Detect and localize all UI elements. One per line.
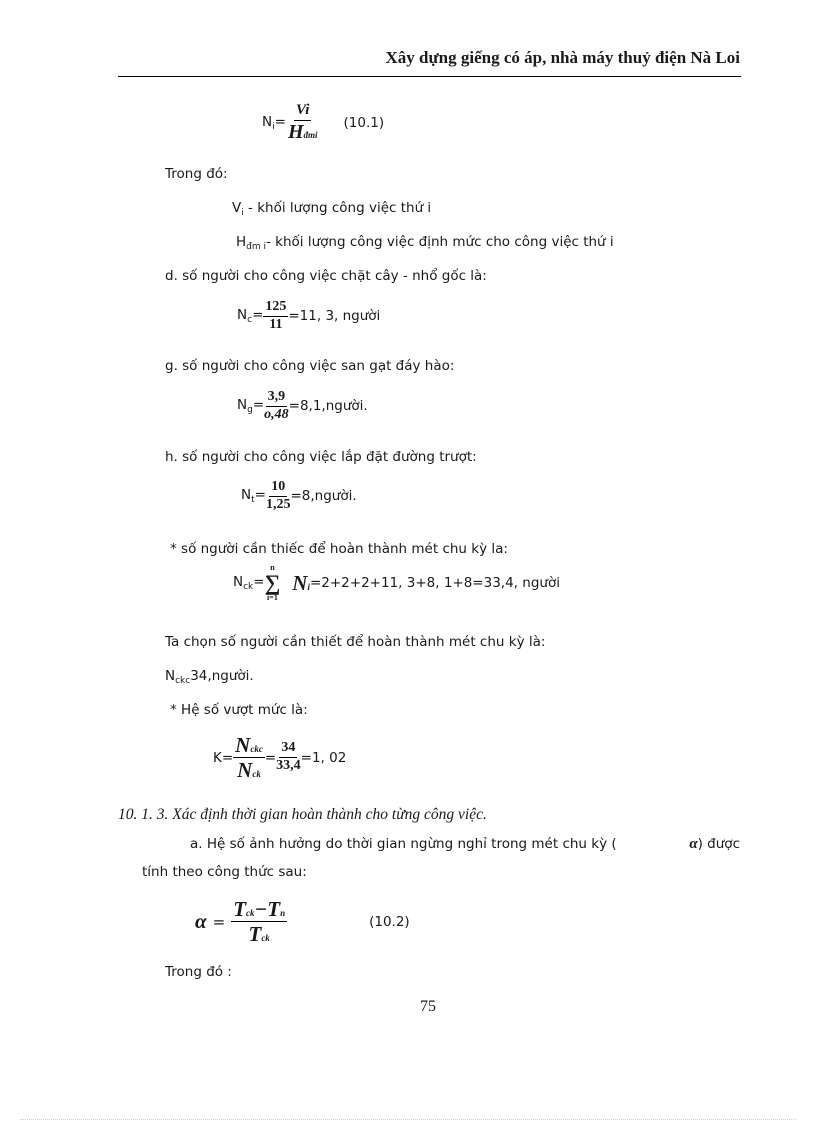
page-number: 75 <box>420 998 436 1015</box>
eq1-fraction: $\frac{Vi}{\text{Hđmi}}$ <box>287 102 318 143</box>
item-h: h. số người cho công việc lắp đặt đường trượt: <box>165 449 477 465</box>
choose-text: Ta chọn số người cần thiết để hoàn thành mét chu kỳ là: <box>165 634 546 650</box>
equation-ng: $N_g=$ $\frac{3,9}{o,48}$ =8,1,người. <box>237 389 368 422</box>
paragraph-a-line1: a. Hệ số ảnh hưởng do thời gian ngừng nghỉ trong mét chu kỳ ( α) được <box>190 836 740 852</box>
equation-10-1 <box>262 103 384 143</box>
eq2-fraction: $\frac{\text{Tck−Tn}}{\text{Tck}}$ <box>233 897 286 947</box>
ng-fraction: $\frac{3,9}{o,48}$ <box>264 389 289 422</box>
nckc-value: $N_{ckc}34,người$. <box>165 668 254 686</box>
item-g: g. số người cho công việc san gạt đáy hào: <box>165 358 455 374</box>
header-rule <box>118 76 741 77</box>
where-text-2: Trong đó : <box>165 964 232 980</box>
item-d: d. số người cho công việc chặt cây - nhổ gốc là: <box>165 268 487 284</box>
coef-intro: * Hệ số vượt mức là: <box>170 702 308 718</box>
bottom-dotted-border <box>20 1119 796 1120</box>
equation-nc: $N_c=$ $\frac{125}{11}$ =11, 3, người <box>237 299 381 332</box>
equation-nt: $N_t=$ $\frac{10}{1,25}$ =8,người. <box>241 479 357 512</box>
section-heading: 10. 1. 3. Xác định thời gian hoàn thành cho từng công việc. <box>118 806 487 823</box>
equation-k: K= $\frac{\text{Nckc}}{\text{Nck}}$ = $\frac{34}{33,4}$ =1, 02 <box>213 733 347 783</box>
running-header: Xây dựng giếng có áp, nhà máy thuỷ điện Nà Loi <box>385 48 740 67</box>
where-text-1: Trong đó: <box>165 166 228 182</box>
eq1-label: (10.1) <box>343 114 385 131</box>
eq2-label: (10.2) <box>369 913 410 930</box>
eq1-lhs: $N_i=$ <box>262 113 286 132</box>
paragraph-a-line2: tính theo công thức sau: <box>142 864 307 880</box>
equation-nck: $N_{ck}=$ n ∑ i=1 Ni =2+2+2+11, 3+8, 1+8=33,4, người <box>233 563 560 602</box>
equation-10-2: α = $\frac{\text{Tck−Tn}}{\text{Tck}}$ (10.2) <box>195 897 410 947</box>
k-fraction-numeric: $\frac{34}{33,4}$ <box>276 740 301 774</box>
sum-intro: * số người cần thiếc để hoàn thành mét chu kỳ la: <box>170 541 508 557</box>
k-fraction-symbolic: $\frac{\text{Nckc}}{\text{Nck}}$ <box>235 733 263 783</box>
sigma-symbol: n ∑ i=1 <box>264 563 281 602</box>
definition-vi: $V_i$ - khối lượng công việc thứ i <box>232 200 432 218</box>
definition-hdm: $H_{đm i}-$ khối lượng công việc định mức cho công việc thứ i <box>236 234 614 252</box>
nc-fraction: $\frac{125}{11}$ <box>265 299 287 332</box>
nt-fraction: $\frac{10}{1,25}$ <box>265 479 291 512</box>
